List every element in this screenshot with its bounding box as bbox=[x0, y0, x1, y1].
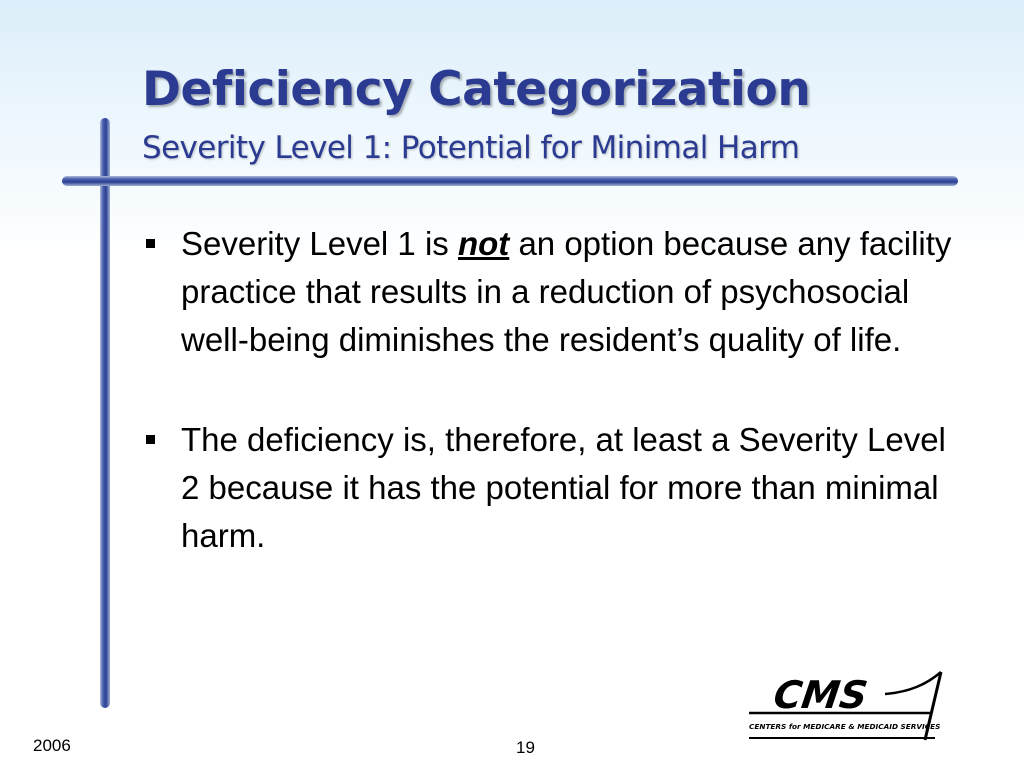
horizontal-rule bbox=[62, 176, 958, 186]
slide-subtitle: Severity Level 1: Potential for Minimal Harm bbox=[142, 130, 800, 166]
bullet-text-start: Severity Level 1 is bbox=[181, 225, 458, 262]
bullet-item bbox=[142, 416, 972, 560]
bullet-item bbox=[142, 220, 972, 364]
logo-tagline: CENTERS for MEDICARE & MEDICAID SERVICES bbox=[749, 722, 941, 731]
bullet-text: The deficiency is, therefore, at least a Severity Level 2 because it has the potential for more than minimal harm. bbox=[181, 421, 946, 554]
bullet-text-end: an option because any facility practice that results in a reduction of psychosocial well-being diminishes the resident’s quality of life. bbox=[181, 225, 952, 358]
vertical-rule bbox=[100, 118, 110, 708]
logo-wordmark: CMS bbox=[770, 674, 871, 718]
page-number: 19 bbox=[516, 738, 535, 757]
square-bullet-icon bbox=[146, 435, 155, 444]
square-bullet-icon bbox=[146, 239, 155, 248]
bullet-list bbox=[142, 220, 972, 612]
cms-logo bbox=[735, 664, 955, 744]
footer-year: 2006 bbox=[33, 736, 71, 755]
bullet-emphasis: not bbox=[457, 225, 510, 262]
slide-title: Deficiency Categorization bbox=[142, 62, 811, 117]
